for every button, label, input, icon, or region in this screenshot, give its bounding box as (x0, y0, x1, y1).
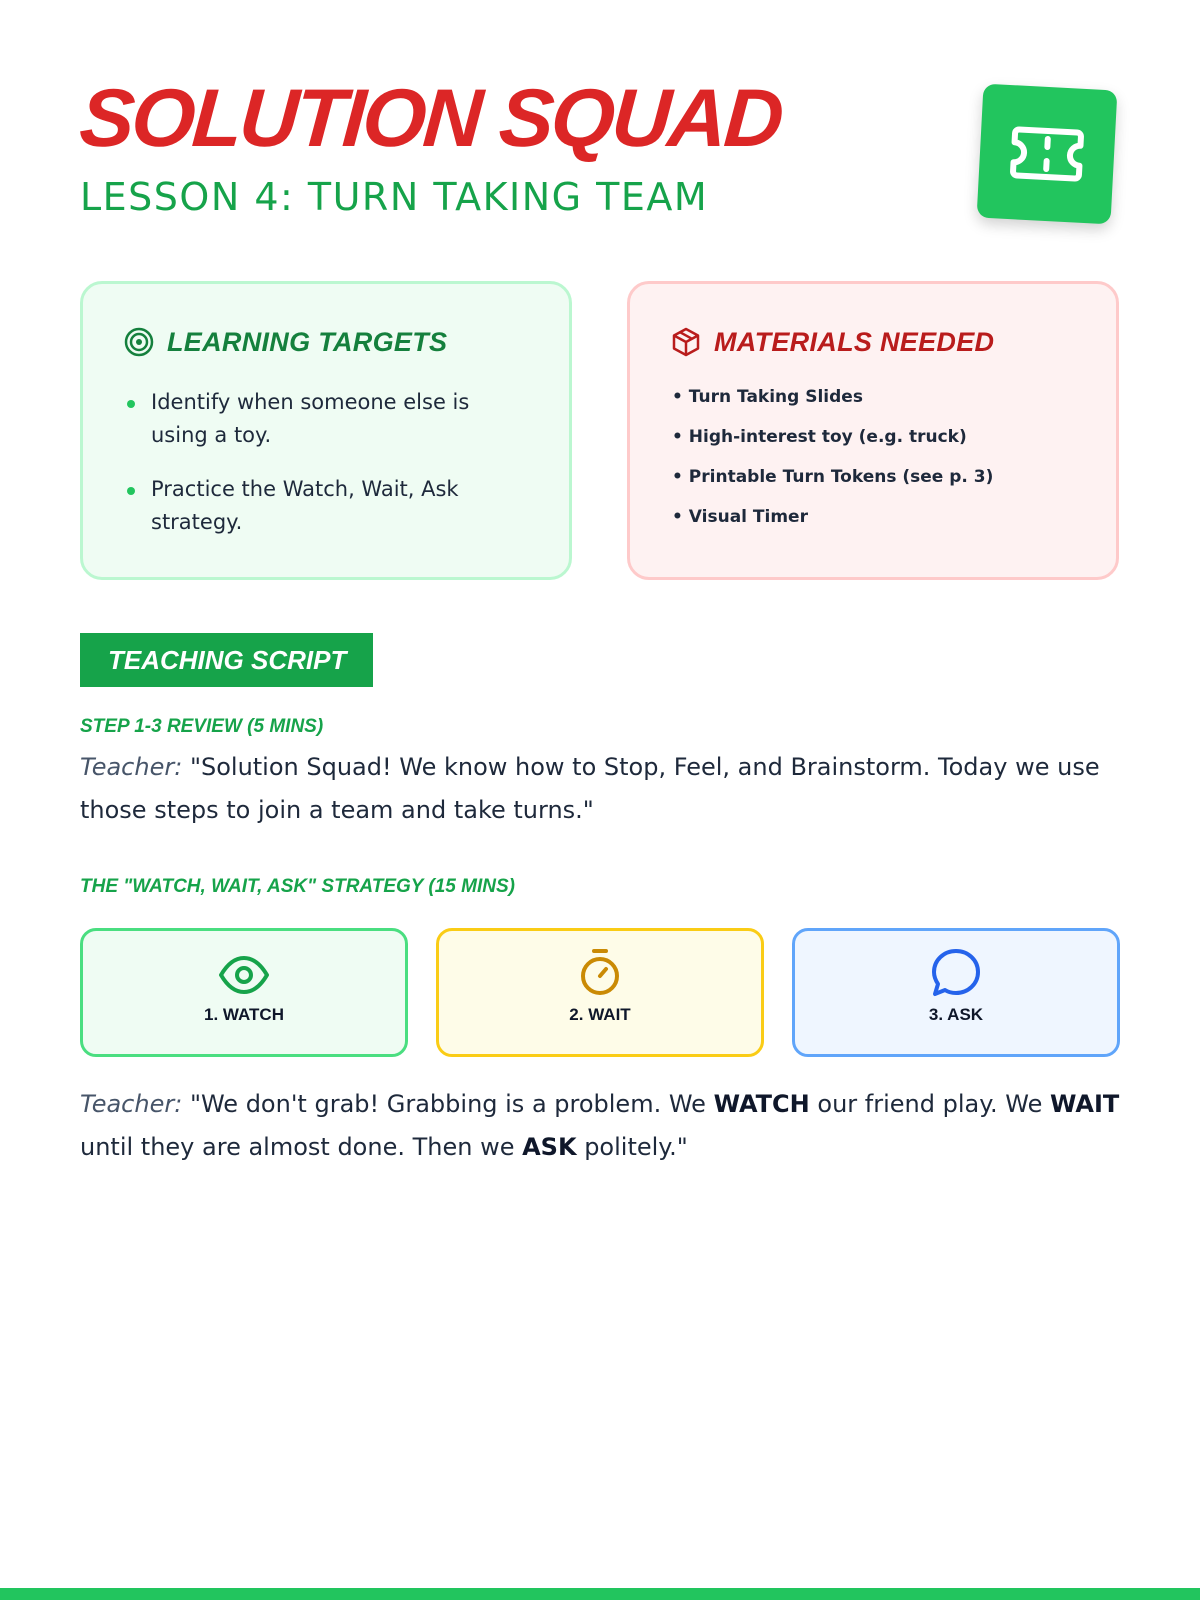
lesson-subtitle: LESSON 4: TURN TAKING TEAM (80, 175, 709, 219)
wait-keyword: WAIT (1049, 1090, 1120, 1118)
wait-card (436, 928, 764, 1057)
ask-card (792, 928, 1120, 1057)
ask-label: 3. ASK (928, 1005, 984, 1024)
eye-icon (218, 953, 270, 997)
footer-bar (0, 1588, 1200, 1600)
speaker-label: Teacher: (80, 1090, 183, 1118)
watch-keyword: WATCH (713, 1090, 810, 1118)
page-title: SOLUTION SQUAD (76, 73, 784, 164)
watch-card (80, 928, 408, 1057)
list-item: Practice the Watch, Wait, Ask strategy. (127, 473, 527, 539)
materials-heading: MATERIALS NEEDED (714, 326, 995, 357)
target-icon (123, 326, 155, 358)
teaching-script-label: TEACHING SCRIPT (108, 644, 347, 675)
watch-label: 1. WATCH (204, 1005, 284, 1024)
ticket-icon (1007, 123, 1088, 185)
step2-text: our friend play. We (809, 1090, 1050, 1118)
step2-text: "We don't grab! Grabbing is a problem. We (189, 1090, 714, 1118)
step2-text: politely." (576, 1133, 688, 1161)
package-icon (670, 326, 702, 358)
step2-paragraph (80, 1083, 1130, 1169)
learning-targets-heading: LEARNING TARGETS (167, 326, 448, 357)
materials-list (672, 386, 993, 546)
ticket-badge (977, 84, 1118, 225)
stopwatch-icon (574, 947, 626, 999)
step1-text: "Solution Squad! We know how to Stop, Feel, and Brainstorm. Today we use those steps to join a team and take turns." (80, 753, 1100, 824)
step2-heading: THE "WATCH, WAIT, ASK" STRATEGY (15 MINS) (80, 876, 515, 897)
step1-heading: STEP 1-3 REVIEW (5 MINS) (80, 716, 324, 737)
learning-targets-list (127, 386, 527, 560)
list-item: • Visual Timer (672, 506, 993, 528)
step1-paragraph (80, 746, 1130, 832)
materials-card (627, 281, 1119, 580)
teaching-script-banner (80, 633, 373, 687)
speaker-label: Teacher: (80, 753, 183, 781)
list-item: Identify when someone else is using a toy. (127, 386, 527, 452)
list-item: • Turn Taking Slides (672, 386, 993, 408)
list-item: • Printable Turn Tokens (see p. 3) (672, 466, 993, 488)
step2-text: until they are almost done. Then we (80, 1133, 523, 1161)
wait-label: 2. WAIT (569, 1005, 631, 1024)
ask-keyword: ASK (522, 1133, 577, 1161)
learning-targets-card (80, 281, 572, 580)
speech-bubble-icon (930, 947, 982, 999)
list-item: • High-interest toy (e.g. truck) (672, 426, 993, 448)
